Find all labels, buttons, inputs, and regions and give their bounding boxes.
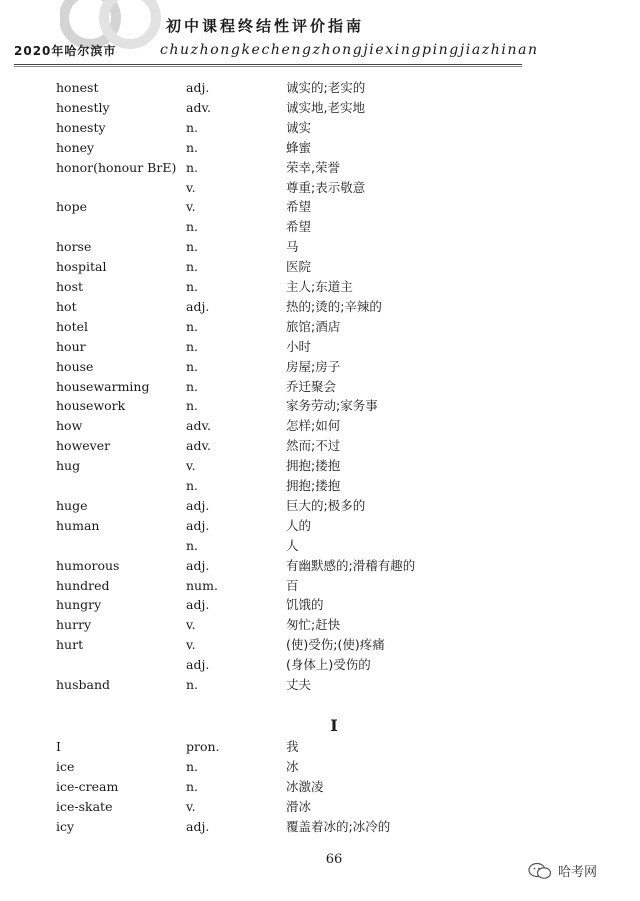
entry-part-of-speech: v. bbox=[186, 617, 196, 633]
entry-meaning: 家务劳动;家务事 bbox=[286, 398, 378, 414]
vocab-entry bbox=[0, 118, 640, 138]
entry-meaning: 荣幸,荣誉 bbox=[286, 159, 340, 175]
entry-word: honesty bbox=[56, 119, 106, 135]
entry-meaning: 房屋;房子 bbox=[286, 358, 341, 374]
entry-part-of-speech: n. bbox=[186, 279, 199, 294]
entry-word: hurt bbox=[56, 637, 84, 653]
section-letter: I bbox=[330, 716, 338, 735]
entry-meaning: 百 bbox=[286, 577, 299, 593]
entry-meaning: 小时 bbox=[286, 338, 312, 354]
entry-part-of-speech: adv. bbox=[186, 418, 212, 434]
vocab-entry bbox=[0, 396, 640, 416]
vocab-entry bbox=[0, 655, 640, 675]
entry-word: human bbox=[56, 517, 100, 533]
vocab-entry bbox=[0, 217, 640, 237]
entry-part-of-speech: adv. bbox=[186, 99, 212, 115]
entry-meaning: 医院 bbox=[286, 259, 312, 275]
header-rule-secondary bbox=[14, 66, 522, 67]
entry-word: honestly bbox=[56, 99, 110, 115]
entry-part-of-speech: n. bbox=[186, 778, 199, 794]
entry-word: hotel bbox=[56, 318, 88, 334]
entry-word: husband bbox=[56, 677, 111, 692]
entry-word: hurry bbox=[56, 617, 92, 633]
entry-word: housework bbox=[56, 398, 126, 414]
entry-meaning: 滑冰 bbox=[286, 798, 312, 814]
entry-word: honor(honour BrE) bbox=[56, 159, 177, 175]
page-number: 66 bbox=[325, 852, 343, 867]
entry-part-of-speech: adv. bbox=[186, 438, 212, 454]
vocab-entry bbox=[0, 377, 640, 397]
vocab-entry bbox=[0, 556, 640, 576]
entry-meaning: 人 bbox=[286, 537, 299, 553]
entry-meaning: 希望 bbox=[286, 219, 312, 235]
entry-part-of-speech: n. bbox=[186, 219, 199, 235]
entry-meaning: 丈夫 bbox=[286, 677, 312, 692]
entry-part-of-speech: v. bbox=[186, 798, 196, 814]
entry-part-of-speech: adj. bbox=[186, 80, 210, 95]
entry-word: ice-cream bbox=[56, 778, 119, 794]
vocab-entry bbox=[0, 516, 640, 536]
vocab-entry bbox=[0, 817, 640, 837]
entry-word: ice bbox=[56, 758, 75, 774]
entry-word: honey bbox=[56, 139, 95, 155]
entry-part-of-speech: n. bbox=[186, 239, 199, 255]
entry-meaning: 诚实的;老实的 bbox=[286, 80, 366, 95]
vocab-entry bbox=[0, 456, 640, 476]
entry-word: ice-skate bbox=[56, 798, 113, 814]
entry-part-of-speech: n. bbox=[186, 378, 199, 394]
vocab-entry bbox=[0, 138, 640, 158]
vocab-entry bbox=[0, 317, 640, 337]
entry-meaning: 有幽默感的;滑稽有趣的 bbox=[286, 557, 416, 573]
entry-meaning: 马 bbox=[286, 239, 299, 255]
entry-part-of-speech: adj. bbox=[186, 597, 210, 613]
vocab-entry bbox=[0, 635, 640, 655]
entry-word: hope bbox=[56, 199, 87, 215]
entry-part-of-speech: adj. bbox=[186, 557, 210, 573]
entry-word: hour bbox=[56, 338, 86, 354]
entry-meaning: 蜂蜜 bbox=[286, 139, 312, 155]
entry-part-of-speech: n. bbox=[186, 537, 199, 553]
entry-meaning: (使)受伤;(使)疼痛 bbox=[286, 637, 385, 653]
entry-meaning: (身体上)受伤的 bbox=[286, 657, 371, 673]
entry-meaning: 覆盖着冰的;冰冷的 bbox=[286, 818, 391, 834]
vocab-entry bbox=[0, 576, 640, 596]
title-pinyin: chuzhongkechengzhongjiexingpingjiazhinan bbox=[160, 42, 539, 58]
entry-word: hot bbox=[56, 298, 77, 314]
vocab-entry bbox=[0, 277, 640, 297]
entry-meaning: 然而;不过 bbox=[286, 438, 341, 454]
entry-meaning: 怎样;如何 bbox=[286, 418, 341, 434]
entry-meaning: 旅馆;酒店 bbox=[286, 318, 341, 334]
entry-word: hundred bbox=[56, 577, 110, 593]
vocab-entry bbox=[0, 476, 640, 496]
entry-word: hungry bbox=[56, 597, 102, 613]
entry-word: house bbox=[56, 358, 94, 374]
entry-part-of-speech: num. bbox=[186, 577, 218, 593]
year-city-label: 2020年哈尔滨市 bbox=[14, 44, 117, 58]
entry-part-of-speech: n. bbox=[186, 318, 199, 334]
entry-part-of-speech: adj. bbox=[186, 517, 210, 533]
entry-meaning: 诚实地,老实地 bbox=[286, 99, 365, 115]
entry-word: huge bbox=[56, 497, 88, 513]
entry-part-of-speech: n. bbox=[186, 139, 199, 155]
entry-word: horse bbox=[56, 239, 92, 255]
entry-part-of-speech: pron. bbox=[186, 739, 220, 754]
entry-meaning: 尊重;表示敬意 bbox=[286, 179, 366, 195]
vocab-entry bbox=[0, 337, 640, 357]
vocab-entry bbox=[0, 615, 640, 635]
entry-part-of-speech: adj. bbox=[186, 657, 210, 673]
entry-part-of-speech: n. bbox=[186, 159, 199, 175]
vocab-entry bbox=[0, 777, 640, 797]
vocab-entry bbox=[0, 197, 640, 217]
entry-meaning: 巨大的;极多的 bbox=[286, 497, 366, 513]
entry-meaning: 热的;烫的;辛辣的 bbox=[286, 298, 382, 314]
entry-meaning: 拥抱;搂抱 bbox=[286, 478, 341, 493]
vocab-entry bbox=[0, 416, 640, 436]
entry-meaning: 饥饿的 bbox=[286, 597, 324, 613]
entry-part-of-speech: n. bbox=[186, 758, 199, 774]
vocab-entry bbox=[0, 98, 640, 118]
vocab-entry bbox=[0, 757, 640, 777]
vocab-entry bbox=[0, 496, 640, 516]
entry-meaning: 冰激凌 bbox=[286, 778, 324, 794]
vocab-entry bbox=[0, 257, 640, 277]
vocab-entry bbox=[0, 357, 640, 377]
vocab-entry bbox=[0, 158, 640, 178]
vocab-entry bbox=[0, 536, 640, 556]
entry-part-of-speech: v. bbox=[186, 458, 196, 474]
entry-meaning: 冰 bbox=[286, 758, 299, 774]
header-rule bbox=[14, 64, 522, 65]
entry-word: housewarming bbox=[56, 378, 150, 394]
entry-word: how bbox=[56, 418, 83, 434]
entry-meaning: 乔迁聚会 bbox=[286, 378, 337, 394]
entry-word: however bbox=[56, 438, 111, 454]
document-title: 初中课程终结性评价指南 bbox=[166, 17, 365, 35]
vocab-entry bbox=[0, 297, 640, 317]
wechat-icon bbox=[528, 862, 552, 880]
entry-part-of-speech: n. bbox=[186, 338, 199, 354]
entry-meaning: 希望 bbox=[286, 199, 312, 215]
entry-meaning: 匆忙;赶快 bbox=[286, 617, 341, 633]
vocab-entry bbox=[0, 675, 640, 695]
watermark bbox=[528, 861, 597, 880]
entry-part-of-speech: adj. bbox=[186, 497, 210, 513]
entry-part-of-speech: v. bbox=[186, 637, 196, 653]
entry-word: hug bbox=[56, 458, 81, 474]
entry-part-of-speech: adj. bbox=[186, 298, 210, 314]
entry-part-of-speech: n. bbox=[186, 259, 199, 275]
entry-part-of-speech: v. bbox=[186, 199, 196, 215]
entry-part-of-speech: v. bbox=[186, 179, 196, 195]
entry-word: hospital bbox=[56, 259, 107, 275]
entry-meaning: 我 bbox=[286, 739, 299, 754]
entry-part-of-speech: n. bbox=[186, 358, 199, 374]
entry-part-of-speech: n. bbox=[186, 478, 199, 493]
vocab-entry bbox=[0, 797, 640, 817]
entry-part-of-speech: n. bbox=[186, 398, 199, 414]
entry-word: host bbox=[56, 279, 84, 294]
vocab-entry bbox=[0, 436, 640, 456]
vocab-entry bbox=[0, 737, 640, 757]
entry-meaning: 拥抱;搂抱 bbox=[286, 458, 341, 474]
entry-word: humorous bbox=[56, 557, 120, 573]
vocab-entry bbox=[0, 178, 640, 198]
entry-word: I bbox=[56, 739, 61, 754]
entry-meaning: 诚实 bbox=[286, 119, 312, 135]
watermark-text: 哈考网 bbox=[558, 865, 598, 880]
vocab-entry bbox=[0, 237, 640, 257]
vocab-entry bbox=[0, 78, 640, 98]
entry-meaning: 主人;东道主 bbox=[286, 279, 353, 294]
entry-part-of-speech: n. bbox=[186, 677, 199, 692]
entry-part-of-speech: n. bbox=[186, 119, 199, 135]
entry-word: honest bbox=[56, 80, 99, 95]
entry-part-of-speech: adj. bbox=[186, 818, 210, 834]
entry-meaning: 人的 bbox=[286, 517, 312, 533]
entry-word: icy bbox=[56, 818, 75, 834]
vocab-entry bbox=[0, 595, 640, 615]
